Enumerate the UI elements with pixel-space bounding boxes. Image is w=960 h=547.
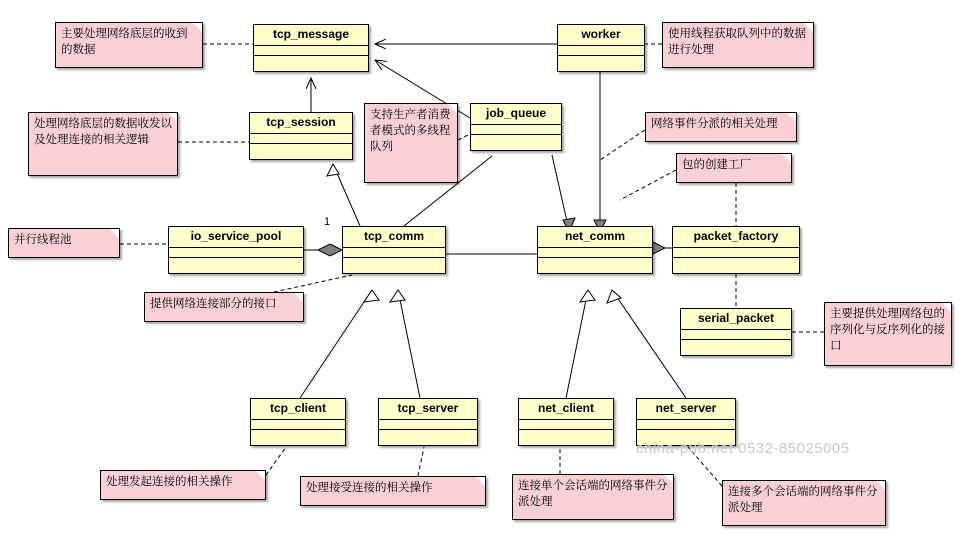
note-tcp-client (100, 470, 266, 500)
note-text: 连接多个会话端的网络事件分派处理 (728, 486, 878, 514)
class-attributes-compartment (637, 420, 735, 430)
class-operations-compartment (637, 430, 735, 439)
class-operations-compartment (250, 144, 352, 153)
class-serial_packet[interactable] (680, 308, 792, 356)
note-tcp-message (55, 22, 203, 68)
class-tcp_server[interactable] (378, 398, 478, 446)
class-net_client[interactable] (518, 398, 614, 446)
class-title: tcp_server (379, 399, 477, 420)
class-title: packet_factory (673, 227, 799, 248)
class-title: tcp_session (250, 113, 352, 134)
watermark: china-pub.net 0532-85025005 (636, 440, 850, 457)
class-operations-compartment (169, 258, 303, 267)
note-text: 处理发起连接的相关操作 (106, 476, 233, 488)
note-fold-icon (782, 154, 791, 163)
class-tcp_comm[interactable] (342, 226, 446, 274)
class-operations-compartment (519, 430, 613, 439)
note-fold-icon (256, 471, 265, 480)
note-text: 处理接受连接的相关操作 (306, 482, 433, 494)
class-operations-compartment (558, 56, 644, 65)
note-fold-icon (168, 113, 177, 122)
note-worker (662, 22, 814, 68)
note-fold-icon (193, 23, 202, 32)
class-worker[interactable] (557, 24, 645, 72)
class-job_queue[interactable] (470, 103, 562, 151)
class-attributes-compartment (379, 420, 477, 430)
class-title: tcp_message (254, 25, 368, 46)
class-title: job_queue (471, 104, 561, 125)
class-tcp_client[interactable] (250, 398, 346, 446)
class-title: serial_packet (681, 309, 791, 330)
class-attributes-compartment (254, 46, 368, 56)
note-fold-icon (448, 104, 457, 113)
class-attributes-compartment (250, 134, 352, 144)
note-tcp-comm (144, 292, 304, 322)
class-attributes-compartment (343, 248, 445, 258)
class-attributes-compartment (251, 420, 345, 430)
class-io_service_pool[interactable] (168, 226, 304, 274)
class-attributes-compartment (558, 46, 644, 56)
class-net_server[interactable] (636, 398, 736, 446)
class-attributes-compartment (538, 248, 652, 258)
class-tcp_message[interactable] (253, 24, 369, 72)
note-text: 网络事件分派的相关处理 (651, 118, 778, 130)
class-packet_factory[interactable] (672, 226, 800, 274)
class-operations-compartment (343, 258, 445, 267)
class-attributes-compartment (471, 125, 561, 135)
class-title: tcp_client (251, 399, 345, 420)
note-text: 使用线程获取队列中的数据进行处理 (668, 28, 806, 56)
class-title: net_client (519, 399, 613, 420)
note-text: 并行线程池 (14, 234, 72, 246)
note-text: 支持生产者消费者模式的多线程队列 (370, 109, 451, 153)
class-net_comm[interactable] (537, 226, 653, 274)
note-io-service-pool (8, 228, 120, 258)
note-text: 处理网络底层的数据收发以及处理连接的相关逻辑 (34, 118, 172, 146)
class-attributes-compartment (681, 330, 791, 340)
class-operations-compartment (254, 56, 368, 65)
note-fold-icon (294, 293, 303, 302)
class-attributes-compartment (673, 248, 799, 258)
note-fold-icon (787, 113, 796, 122)
note-text: 主要提供处理网络包的序列化与反序列化的接口 (830, 308, 945, 352)
class-operations-compartment (673, 258, 799, 267)
note-text: 提供网络连接部分的接口 (150, 298, 277, 310)
note-fold-icon (876, 481, 885, 490)
note-fold-icon (110, 229, 119, 238)
note-packet-factory (676, 153, 792, 183)
class-attributes-compartment (519, 420, 613, 430)
class-title: net_comm (538, 227, 652, 248)
note-job-queue (364, 103, 458, 183)
note-text: 连接单个会话端的网络事件分派处理 (518, 480, 668, 508)
multiplicity-label: 1 (324, 216, 331, 228)
class-operations-compartment (538, 258, 652, 267)
class-operations-compartment (471, 135, 561, 144)
note-net-client (512, 474, 674, 520)
note-fold-icon (942, 303, 951, 312)
note-net-server (722, 480, 886, 526)
note-fold-icon (476, 477, 485, 486)
class-title: worker (558, 25, 644, 46)
note-fold-icon (804, 23, 813, 32)
class-operations-compartment (379, 430, 477, 439)
note-serial-packet (824, 302, 952, 366)
note-text: 包的创建工厂 (682, 159, 751, 171)
class-operations-compartment (681, 340, 791, 349)
class-title: io_service_pool (169, 227, 303, 248)
class-operations-compartment (251, 430, 345, 439)
note-net-comm (645, 112, 797, 142)
note-fold-icon (664, 475, 673, 484)
class-attributes-compartment (169, 248, 303, 258)
note-tcp-session (28, 112, 178, 176)
note-text: 主要处理网络底层的收到的数据 (61, 28, 188, 56)
class-title: net_server (637, 399, 735, 420)
note-tcp-server (300, 476, 486, 506)
class-tcp_session[interactable] (249, 112, 353, 160)
class-title: tcp_comm (343, 227, 445, 248)
